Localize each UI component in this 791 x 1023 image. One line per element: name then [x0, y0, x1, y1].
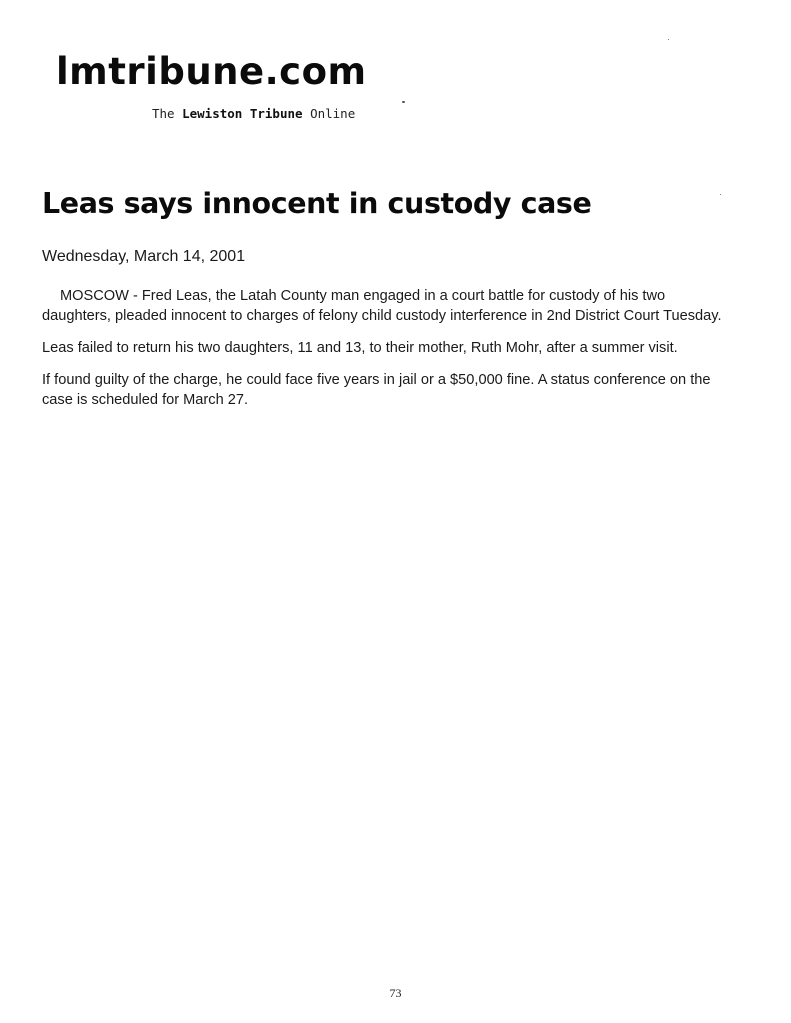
- article-body: [42, 286, 732, 422]
- scan-speck: [668, 39, 669, 40]
- article-paragraph: MOSCOW - Fred Leas, the Latah County man engaged in a court battle for custody of his two daughters, pleaded innocent to charges of felony child custody interference in 2nd District Court Tuesday.: [42, 288, 722, 324]
- scan-speck: [720, 194, 721, 195]
- site-tagline: [152, 106, 355, 121]
- site-masthead: lmtribune.com: [56, 50, 367, 93]
- tagline-suffix: Online: [310, 106, 356, 121]
- scan-speck: [402, 101, 405, 103]
- article-headline: Leas says innocent in custody case: [42, 187, 592, 220]
- tagline-name: Lewiston Tribune: [182, 106, 303, 121]
- article-paragraph: Leas failed to return his two daughters, 11 and 13, to their mother, Ruth Mohr, after a summer visit.: [42, 340, 678, 356]
- page-number: 73: [389, 986, 402, 1000]
- article-date: Wednesday, March 14, 2001: [42, 248, 246, 265]
- article-paragraph: If found guilty of the charge, he could face five years in jail or a $50,000 fine. A status conference on the case is scheduled for March 27.: [42, 372, 711, 408]
- tagline-prefix: The: [152, 106, 175, 121]
